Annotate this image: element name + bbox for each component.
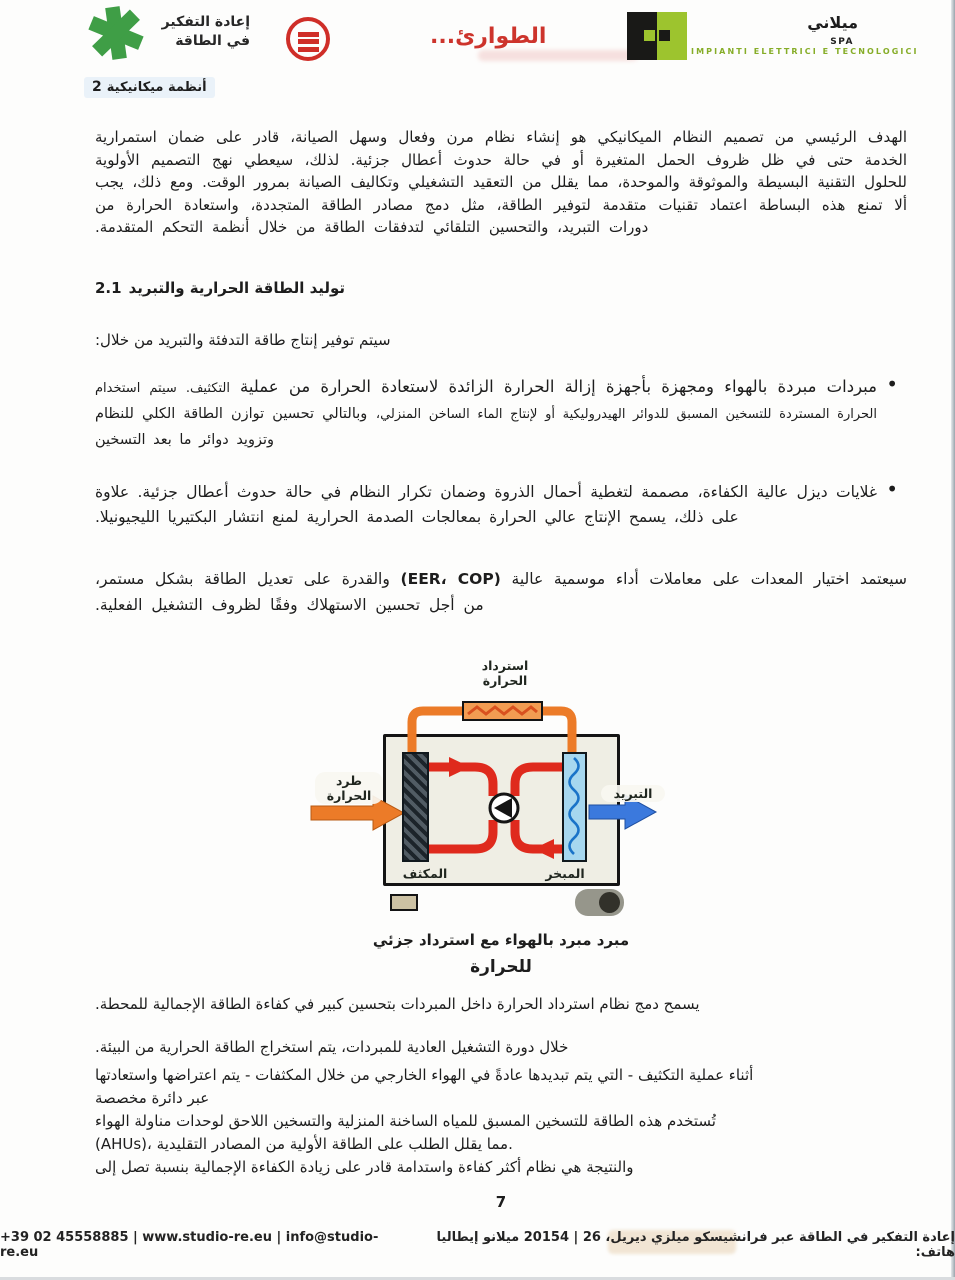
- scan-edge-right: [951, 0, 955, 1280]
- condenser-block: [402, 752, 429, 862]
- heat-rejection-label: طرد الحرارة: [315, 772, 383, 804]
- footer-contact: +39 02 45558885 | www.studio-re.eu | info@studio-re.eu: [0, 1230, 379, 1260]
- paragraph-preheating-use: تُستخدم هذه الطاقة للتسخين المسبق للمياه الساخنة المنزلية والتسخين اللاحق لوحدات مناولة الهواء: [95, 1111, 716, 1130]
- heat-recovery-label: استرداد الحرارة: [481, 657, 529, 688]
- heat-recovery-exchanger: [462, 701, 543, 721]
- flow-arrow-right-icon: [449, 757, 470, 777]
- zigzag-coil-icon: [464, 703, 540, 718]
- section-number: 2.1: [95, 278, 122, 297]
- milani-spa: SPA: [830, 37, 854, 47]
- chiller-heat-recovery-diagram: [307, 644, 695, 919]
- paragraph-dedicated-circuit: عبر دائرة مخصصة: [95, 1088, 210, 1107]
- flow-arrow-left-icon: [533, 839, 554, 859]
- cooling-label: التبريد: [601, 785, 665, 802]
- footer: [0, 1230, 955, 1260]
- bullet-air-cooled-chillers: • مبردات مبردة بالهواء ومجهزة بأجهزة إزالة الحرارة الزائدة لاستعادة الحرارة من عملية التكثيف. سيتم استخدام الحرارة المستردة للتسخين المسبق للدوائر الهيدروليكية أو لإنتاج الماء الساخن المنزلي، وبالتالي تحسين توازن الطاقة الكلي للنظام وتزويد دوائر ما بعد التسخين: [95, 375, 907, 452]
- paragraph-result: والنتيجة هي نظام أكثر كفاءة واستدامة قادر على زيادة الكفاءة الإجمالية بنسبة تصل إلى: [95, 1157, 634, 1176]
- chapter-title: أنظمة ميكانيكية: [106, 80, 207, 95]
- paragraph-condensation: أثناء عملية التكثيف - التي يتم تبديدها عادةً في الهواء الخارجي من خلال المكثفات - يتم اعتراضها واستعادتها: [95, 1065, 754, 1084]
- paragraph-heat-recovery-benefit: يسمح دمج نظام استرداد الحرارة داخل المبردات بتحسين كبير في كفاءة الطاقة الإجمالية للمحطة.: [95, 994, 700, 1013]
- condenser-label: المكثف: [402, 865, 448, 881]
- rethink-line2: في الطاقة: [175, 33, 250, 49]
- pump-icon: [488, 792, 520, 824]
- section-heading: [95, 279, 907, 297]
- compressor-knob-icon: [599, 892, 620, 913]
- bullet-diesel-boilers: • غلايات ديزل عالية الكفاءة، مصممة لتغطية أحمال الذروة وضمان تكرار النظام في حالة حدوث أعطال جزئية. علاوة على ذلك، يسمح الإنتاج عالي الحرارة بمعالجات الصدمة الحرارية لمنع انتشار البكتيريا الليجيونيلا.: [95, 480, 907, 530]
- chapter-number: 2: [92, 79, 102, 95]
- page-content: [95, 126, 907, 1211]
- evaporator-label: المبخر: [545, 865, 585, 881]
- evaporator-wave-icon: [564, 754, 585, 860]
- section-title: توليد الطاقة الحرارية والتبريد: [128, 278, 346, 297]
- eer-cop-coefficients: (EER، COP): [400, 569, 501, 588]
- chiller-foot: [390, 894, 418, 911]
- scan-artifact: [478, 50, 638, 61]
- footer-address: إعادة التفكير في الطاقة عبر فرانشيسكو ميلزي ديريل، 26 | 20154 ميلانو إيطاليا هاتف:: [436, 1230, 955, 1260]
- page-number: 7: [495, 1192, 507, 1211]
- lead-in-sentence: سيتم توفير إنتاج طاقة التدفئة والتبريد من خلال:: [95, 330, 391, 349]
- milani-tagline: IMPIANTI ELETTRICI E TECNOLOGICI: [691, 47, 919, 56]
- rethink-energy-wordmark: [150, 13, 250, 51]
- emergency-title: الطوارئ...: [430, 24, 547, 49]
- rethink-line1: إعادة التفكير: [161, 14, 250, 30]
- equipment-selection-paragraph: سيعتمد اختيار المعدات على معاملات أداء موسمية عالية (EER، COP) والقدرة على تعديل الطاقة بشكل مستمر، من أجل تحسين الاستهلاك وفقًا لظروف التشغيل الفعلية.: [95, 569, 907, 614]
- figure-caption: مبرد مبرد بالهواء مع استرداد جزئي للحرارة: [372, 930, 630, 977]
- milani-name: ميلاني: [807, 13, 858, 32]
- emergency-logo-icon: [286, 17, 330, 61]
- intro-paragraph: الهدف الرئيسي من تصميم النظام الميكانيكي هو إنشاء نظام مرن وفعال وسهل الصيانة، قادر على ضمان استمرارية الخدمة حتى في ظل ظروف الحمل المتغيرة أو في حالة حدوث أعطال جزئية. لذلك، سيعطي نهج التصميم الأولوية للحلول التقنية البسيطة والموثوقة والموحدة، مما يقلل من التعقيد التشغيلي وتكاليف الصيانة بمرور الوقت. ومع ذلك، يجب ألا تمنع هذه البساطة اعتماد تقنيات متقدمة لتوفير الطاقة، مثل دمج مصادر الطاقة المتجددة، واستعادة الحرارة من دورات التبريد، والتحسين التلقائي لتدفقات الطاقة من خلال أنظمة التحكم المتقدمة.: [95, 128, 907, 236]
- evaporator-block: [562, 752, 587, 862]
- paragraph-ahus: (AHUs)، مما يقلل الطلب على الطاقة الأولية من المصادر التقليدية.: [95, 1134, 513, 1153]
- running-header: [84, 77, 215, 98]
- milani-logo-icon: [627, 12, 687, 60]
- rethink-energy-logo-icon: [80, 0, 151, 66]
- paragraph-normal-cycle: خلال دورة التشغيل العادية للمبردات، يتم استخراج الطاقة الحرارية من البيئة.: [95, 1037, 569, 1056]
- compressor-unit: [575, 889, 624, 916]
